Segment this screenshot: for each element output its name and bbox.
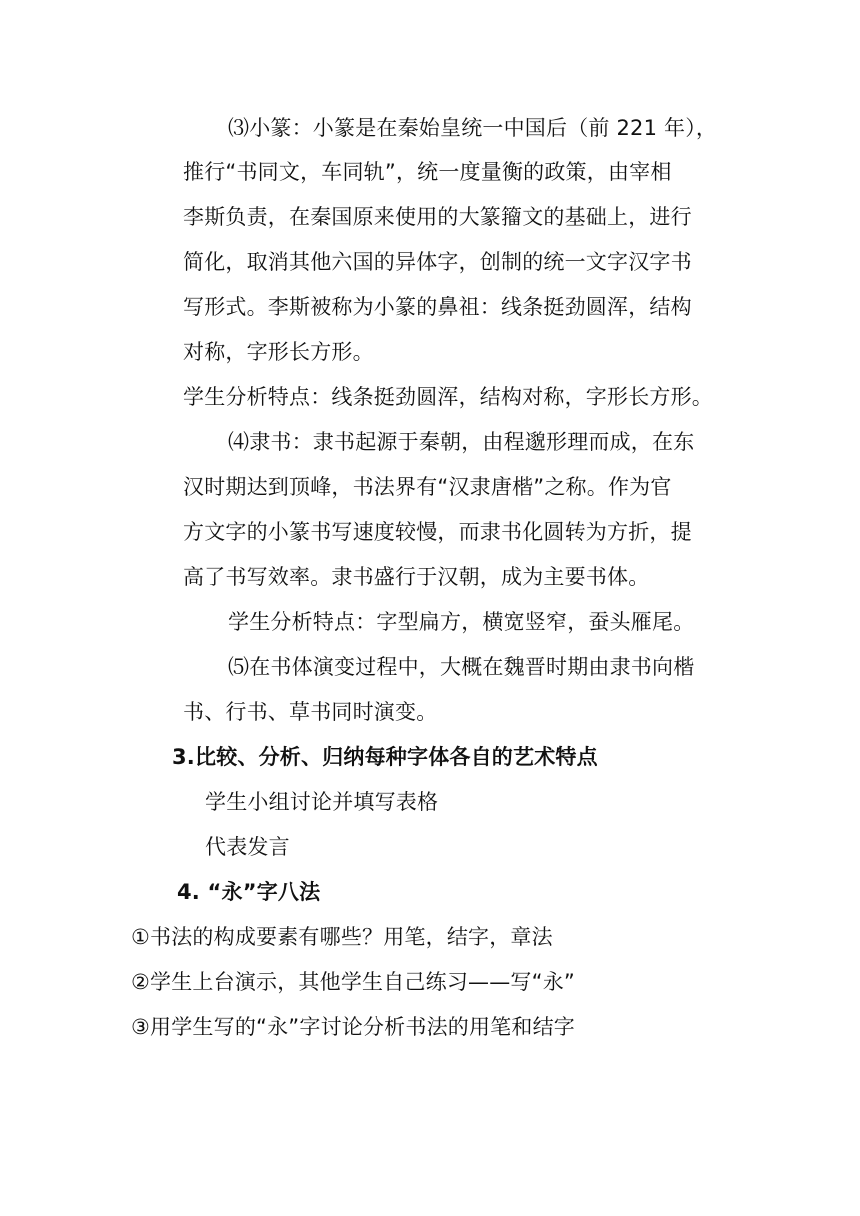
list-item: ③用学生写的“永”字讨论分析书法的用笔和结字 <box>131 1015 575 1039</box>
paragraph-line: 对称，字形长方形。 <box>183 340 374 364</box>
paragraph-line: ⑷隶书：隶书起源于秦朝，由程邈形理而成，在东 <box>228 430 695 454</box>
paragraph-line: 推行“书同文，车同轨”，统一度量衡的政策，由宰相 <box>183 160 672 184</box>
list-item: ②学生上台演示，其他学生自己练习——写“永” <box>131 970 575 994</box>
list-item: 学生小组讨论并填写表格 <box>205 790 439 814</box>
paragraph-line: 写形式。李斯被称为小篆的鼻祖：线条挺劲圆浑，结构 <box>183 295 692 319</box>
section-heading-4: 4. “永”字八法 <box>177 880 321 904</box>
paragraph-line: 高了书写效率。隶书盛行于汉朝，成为主要书体。 <box>183 565 650 589</box>
student-analysis-line: 学生分析特点：线条挺劲圆浑，结构对称，字形长方形。 <box>183 385 713 409</box>
paragraph-line: 书、行书、草书同时演变。 <box>183 700 438 724</box>
list-item: 代表发言 <box>205 835 290 859</box>
student-analysis-line: 学生分析特点：字型扁方，横宽竖窄，蚕头雁尾。 <box>228 610 695 634</box>
paragraph-line: 方文字的小篆书写速度较慢，而隶书化圆转为方折，提 <box>183 520 692 544</box>
paragraph-line: ⑸在书体演变过程中，大概在魏晋时期由隶书向楷 <box>228 655 695 679</box>
list-item: ①书法的构成要素有哪些？用笔，结字，章法 <box>131 925 553 949</box>
paragraph-line: ⑶小篆：小篆是在秦始皇统一中国后（前 221 年）， <box>228 116 718 140</box>
paragraph-line: 李斯负责，在秦国原来使用的大篆籀文的基础上，进行 <box>183 205 692 229</box>
section-heading-3: 3.比较、分析、归纳每种字体各自的艺术特点 <box>172 745 598 769</box>
paragraph-line: 简化，取消其他六国的异体字，创制的统一文字汉字书 <box>183 250 692 274</box>
paragraph-line: 汉时期达到顶峰，书法界有“汉隶唐楷”之称。作为官 <box>183 475 672 499</box>
